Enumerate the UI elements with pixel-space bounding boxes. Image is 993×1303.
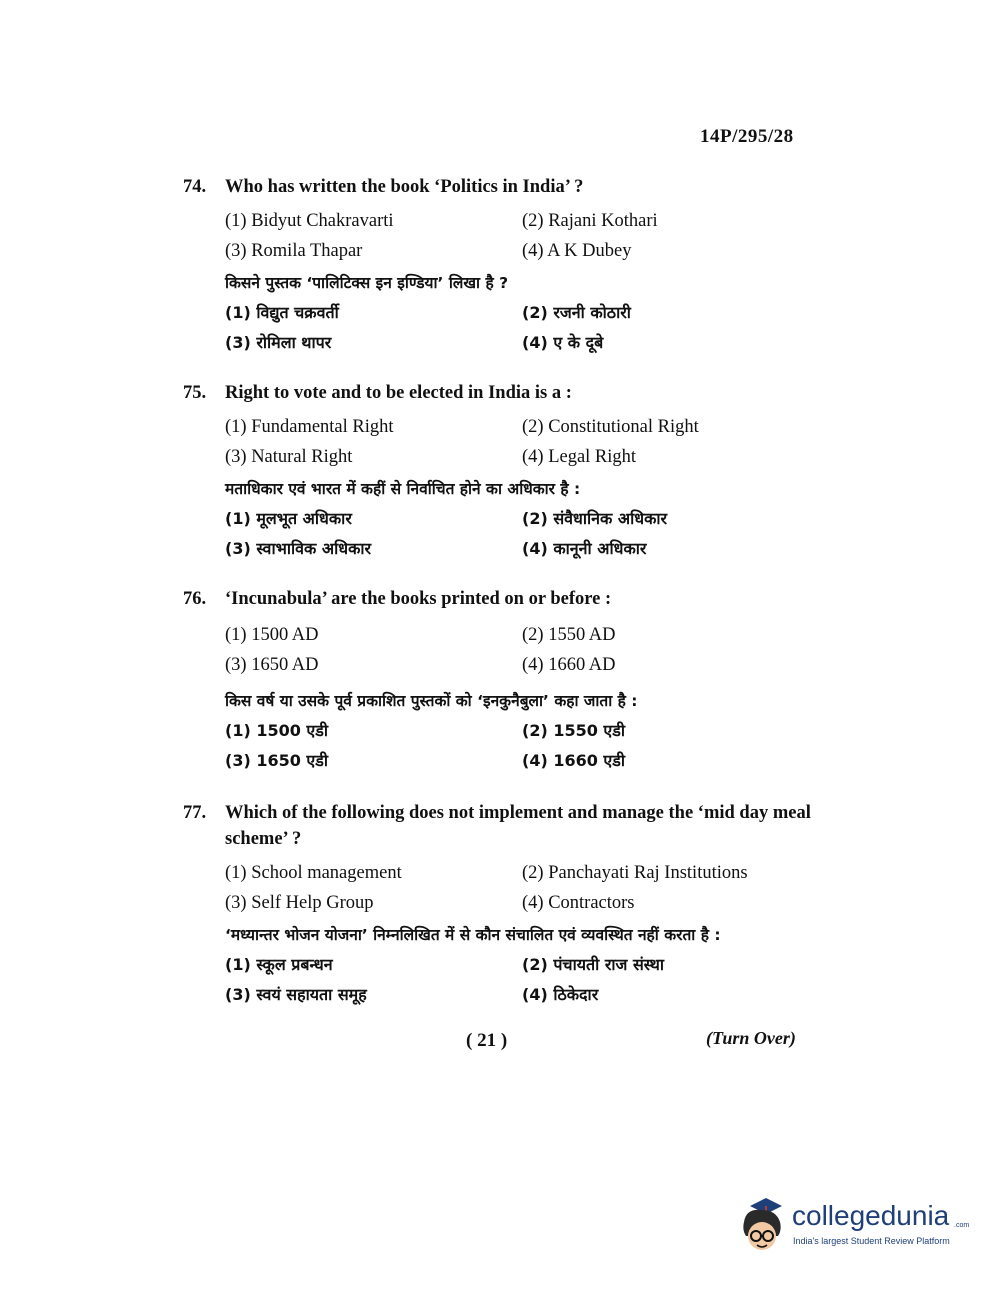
brand-name: collegedunia [792, 1200, 950, 1231]
question-text-hi: ‘मध्यान्तर भोजन योजना’ निम्नलिखित में से कौन संचालित एवं व्यवस्थित नहीं करता है : [225, 926, 721, 944]
question-text-en: ‘Incunabula’ are the books printed on or before : [225, 589, 612, 609]
option-en: (1) School management [225, 863, 402, 883]
question-text-hi: किस वर्ष या उसके पूर्व प्रकाशित पुस्तकों को ‘इनकुनैबुला’ कहा जाता है : [225, 692, 638, 710]
question-number: 75. [183, 383, 207, 403]
question-75 [183, 380, 823, 562]
brand-suffix: .com [954, 1222, 970, 1229]
option-en: (1) Bidyut Chakravarti [225, 211, 394, 231]
option-en: (4) Contractors [522, 893, 635, 913]
question-text-hi: किसने पुस्तक ‘पालिटिक्स इन इण्डिया’ लिखा है ? [225, 274, 509, 292]
option-hi: (4) ठिकेदार [522, 985, 599, 1004]
option-en: (4) A K Dubey [522, 241, 632, 261]
option-hi: (4) कानूनी अधिकार [522, 539, 647, 558]
option-en: (2) Constitutional Right [522, 417, 699, 437]
option-en: (2) Panchayati Raj Institutions [522, 863, 748, 883]
page-number: ( 21 ) [466, 1030, 508, 1051]
option-hi: (3) रोमिला थापर [225, 333, 332, 352]
option-en: (1) 1500 AD [225, 625, 319, 645]
option-hi: (4) ए के दूबे [522, 333, 604, 352]
option-hi: (2) पंचायती राज संस्था [522, 955, 665, 974]
option-hi: (2) संवैधानिक अधिकार [522, 509, 668, 528]
option-hi: (3) स्वयं सहायता समूह [225, 985, 367, 1004]
option-hi: (1) विद्युत चक्रवर्ती [225, 303, 339, 322]
option-en: (3) Natural Right [225, 447, 353, 467]
brand-watermark [736, 1196, 970, 1256]
option-hi: (1) स्कूल प्रबन्धन [225, 955, 333, 974]
option-hi: (3) स्वाभाविक अधिकार [225, 539, 372, 558]
option-hi: (1) 1500 एडी [225, 721, 328, 740]
option-hi: (1) मूलभूत अधिकार [225, 509, 352, 528]
question-number: 76. [183, 589, 207, 609]
option-en: (4) 1660 AD [522, 655, 616, 675]
question-text-en: Which of the following does not implement and manage the ‘mid day meal scheme’ ? [225, 803, 811, 849]
option-en: (3) Romila Thapar [225, 241, 363, 261]
option-hi: (3) 1650 एडी [225, 751, 328, 770]
question-74 [183, 174, 823, 356]
option-en: (2) Rajani Kothari [522, 211, 658, 231]
page-code: 14P/295/28 [700, 126, 794, 147]
mascot-icon [736, 1196, 788, 1256]
option-en: (4) Legal Right [522, 447, 637, 467]
question-text-hi: मताधिकार एवं भारत में कहीं से निर्वाचित होने का अधिकार है : [225, 480, 581, 498]
option-hi: (4) 1660 एडी [522, 751, 625, 770]
option-en: (3) Self Help Group [225, 893, 374, 913]
brand-tagline: India's largest Student Review Platform [793, 1236, 950, 1246]
question-number: 74. [183, 177, 207, 197]
option-en: (3) 1650 AD [225, 655, 319, 675]
turn-over-note: (Turn Over) [706, 1028, 796, 1048]
option-en: (2) 1550 AD [522, 625, 616, 645]
option-hi: (2) रजनी कोठारी [522, 303, 631, 322]
option-en: (1) Fundamental Right [225, 417, 394, 437]
question-number: 77. [183, 803, 207, 823]
question-76 [183, 586, 823, 774]
question-text-en: Who has written the book ‘Politics in India’ ? [225, 177, 584, 197]
option-hi: (2) 1550 एडी [522, 721, 625, 740]
question-text-en: Right to vote and to be elected in India is a : [225, 383, 572, 403]
question-77 [183, 800, 823, 1008]
